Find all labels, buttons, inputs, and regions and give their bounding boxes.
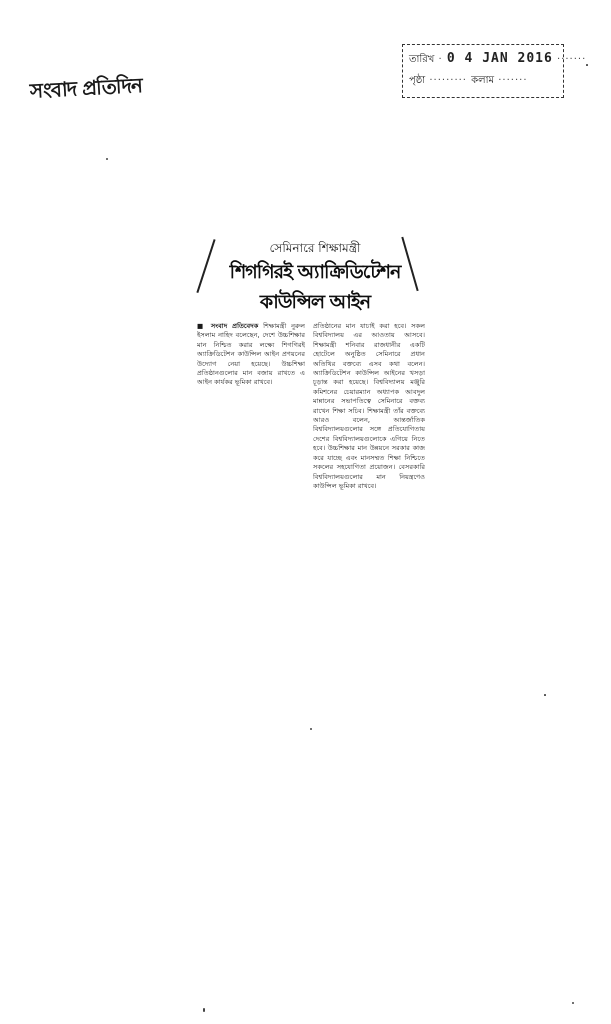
scan-speck bbox=[586, 64, 588, 66]
article-column-2: প্রতিষ্ঠানের মান যাচাই করা হবে। সকল বিশ্ববিদ্যালয় এর আওতায় আসবে। শিক্ষামন্ত্রী শনিবার রাজধানীর একটি হোটেলে অনুষ্ঠিত সেমিনারে প্রধান অতিথির বক্তব্যে এসব কথা বলেন। অ্যাক্রিডিটেশন কাউন্সিল আইনের খসড়া চূড়ান্ত করা হয়েছে। বিশ্ববিদ্যালয় মঞ্জুরি কমিশনের চেয়ারম্যান অধ্যাপক আবদুল মান্নানের সভাপতিত্বে সেমিনারে বক্তব্য রাখেন শিক্ষা সচিব। শিক্ষামন্ত্রী তাঁর বক্তব্যে আরও বলেন, আন্তর্জাতিক বিশ্ববিদ্যালয়গুলোর সঙ্গে প্রতিযোগিতায় দেশের বিশ্ববিদ্যালয়গুলোকে এগিয়ে নিতে হবে। উচ্চশিক্ষার মান উন্নয়নে সরকার কাজ করে যাচ্ছে এবং মানসম্মত শিক্ষা নিশ্চিতে সকলের সহযোগিতা প্রয়োজন। বেসরকারি বিশ্ববিদ্যালয়গুলোর মান নিয়ন্ত্রণেও কাউন্সিল ভূমিকা রাখবে। bbox=[313, 322, 425, 490]
scan-speck bbox=[572, 1002, 574, 1004]
newspaper-masthead: সংবাদ প্রতিদিন bbox=[29, 73, 143, 103]
article-byline: ■ সংবাদ প্রতিবেদক bbox=[197, 322, 259, 330]
article-headline-line1: শিগগিরই অ্যাক্রিডিটেশন bbox=[229, 261, 401, 283]
stamp-date-row: তারিখ · 0 4 JAN 2016 ······· bbox=[409, 51, 587, 66]
article-kicker: সেমিনারে শিক্ষামন্ত্রী bbox=[269, 241, 361, 255]
scan-speck bbox=[544, 694, 546, 696]
stamp-page-row: পৃষ্ঠা ········· কলাম ······· bbox=[409, 75, 528, 86]
stamp-date-value: 0 4 JAN 2016 bbox=[446, 51, 553, 66]
article-column-1 bbox=[197, 322, 305, 402]
scan-speck bbox=[106, 158, 108, 160]
stamp-page-label: পৃষ্ঠা bbox=[409, 75, 426, 86]
stamp-column-label: কলাম bbox=[471, 75, 495, 86]
scan-speck bbox=[203, 1008, 205, 1012]
article-headline-line2: কাউন্সিল আইন bbox=[259, 291, 371, 313]
date-stamp bbox=[402, 44, 587, 98]
article-column-1-text: শিক্ষামন্ত্রী নুরুল ইসলাম নাহিদ বলেছেন, দেশে উচ্চশিক্ষার মান নিশ্চিত করার লক্ষ্যে শিগগিরই অ্যাক্রিডিটেশন কাউন্সিল আইন প্রণয়নের উদ্যোগ নেয়া হয়েছে। উচ্চশিক্ষা প্রতিষ্ঠানগুলোর মান বজায় রাখতে এ আইন কার্যকর ভূমিকা রাখবে। bbox=[197, 322, 305, 387]
stamp-date-label: তারিখ bbox=[409, 54, 435, 65]
news-clipping bbox=[195, 232, 435, 592]
scan-speck bbox=[310, 728, 312, 730]
